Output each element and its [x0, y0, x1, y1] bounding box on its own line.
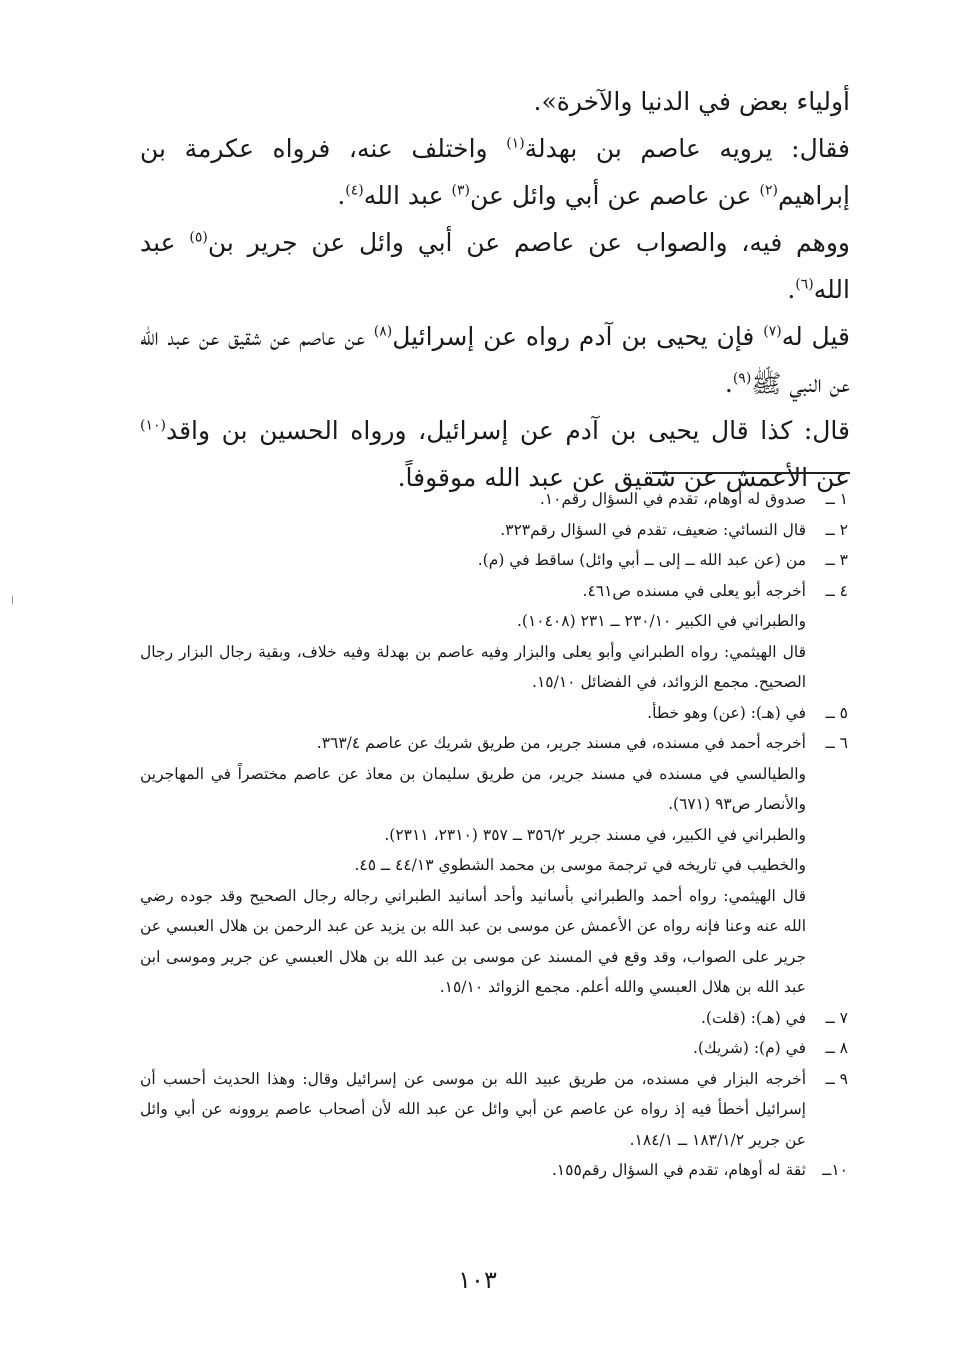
text-run: عن عاصم عن شقيق عن عبد الله عن النبي ﷺ	[140, 322, 850, 398]
footnote-continuation: والطبراني في الكبير ٢٣٠/١٠ ــ ٢٣١ (١٠٤٠٨).	[517, 612, 806, 630]
footnote-line: من (عن عبد الله ــ إلى ــ أبي وائل) ساقط في (م).	[477, 551, 806, 569]
text-run: عن الأعمش عن شقيق عن عبد الله موقوفاً.	[397, 463, 850, 492]
footnote-text	[140, 484, 806, 515]
footnote-number: ٨ ــ	[825, 1039, 848, 1057]
footnote-text	[140, 728, 806, 759]
footnote-continuation: والخطيب في تاريخه في ترجمة موسى بن محمد الشطوي ٤٤/١٣ ــ ٤٥.	[354, 856, 806, 874]
footnote-text	[140, 576, 806, 607]
text-run: عن عاصم عن أبي وائل عن	[469, 181, 760, 210]
footnote-text	[140, 698, 806, 729]
footnote-number: ٩ ــ	[825, 1069, 848, 1088]
footnote-reference: (٥)	[189, 229, 208, 246]
footnote-line: أخرجه أبو يعلى في مسنده ص٤٦١.	[582, 581, 806, 600]
footnote-reference: (٨)	[373, 323, 393, 340]
footnote-number: ٦ ــ	[825, 734, 848, 752]
footnote-line: أخرجه أحمد في مسنده، في مسند جرير، من طريق شريك عن عاصم ٣٦٣/٤.	[316, 734, 806, 752]
page-number: ١٠٣	[458, 1266, 497, 1294]
footnote	[140, 1064, 848, 1156]
footnote	[140, 698, 848, 729]
footnote-line: ثقة له أوهام، تقدم في السؤال رقم١٥٥.	[551, 1161, 806, 1179]
footnote	[140, 576, 848, 607]
footnote-reference: (١٠)	[140, 417, 166, 434]
scan-mark	[12, 596, 13, 604]
footnote-continuation: قال الهيثمي: رواه الطبراني وأبو يعلى والبزار وفيه عاصم بن بهدلة وفيه خلاف، وبقية رجال البزار رجال الصحيح. مجمع الزوائد، في الفضائل ١٥/١٠.	[140, 642, 806, 691]
footnote-number: ١ ــ	[825, 490, 848, 508]
text-run: .	[724, 369, 733, 398]
footnote	[140, 1003, 848, 1034]
footnote-continuation: قال الهيثمي: رواه أحمد والطبراني بأسانيد وأحد أسانيد الطبراني رجاله رجال الصحيح وقد جوده رضي الله عنه وعنا فإنه رواه عن الأعمش عن موسى بن عبد الله بن يزيد عن عبد الرحمن بن هلال العبسي عن جرير على الصواب، وقد وقع في المسند عن موسى بن عبد الله بن هلال العبسي عن جرير وموسى ابن عبد الله بن هلال العبسي والله أعلم. مجمع الزوائد ١٥/١٠.	[140, 886, 806, 996]
footnote-text	[140, 1033, 806, 1064]
footnote-line: في (هـ): (قلت).	[701, 1008, 806, 1027]
footnote-reference: (٢)	[759, 182, 778, 199]
footnote	[140, 1155, 848, 1186]
footnote-continuation: والطيالسي في مسنده في مسند جرير، من طريق سليمان بن معاذ عن عاصم مختصراً في المهاجرين والأنصار ص٩٣ (٦٧١).	[140, 764, 806, 813]
footnote	[140, 728, 848, 759]
text-run: واختلف عنه، فرواه عكرمة بن إبراهيم	[140, 134, 850, 210]
text-run: قال: كذا قال يحيى بن آدم عن إسرائيل، ورواه الحسين بن واقد	[165, 416, 850, 445]
paragraph	[140, 313, 850, 407]
text-run: .	[787, 275, 796, 304]
footnotes	[140, 484, 848, 1186]
paragraph	[140, 78, 850, 125]
footnote-number: ٥ ــ	[825, 703, 848, 722]
footnote-number: ٣ ــ	[825, 551, 848, 569]
paragraph	[140, 219, 850, 313]
footnote-number: ٧ ــ	[825, 1008, 848, 1027]
footnote-reference: (٦)	[795, 276, 814, 293]
text-run: عبد الله	[140, 228, 850, 304]
text-run: فقال: يرويه عاصم بن بهدلة	[524, 134, 850, 163]
footnote-number: ٢ ــ	[825, 520, 848, 539]
text-run: .	[337, 181, 346, 210]
footnote-separator	[652, 472, 850, 474]
footnote-line: أخرجه البزار في مسنده، من طريق عبيد الله بن موسى عن إسرائيل وقال: وهذا الحديث أحسب أن إسرائيل أخطأ فيه إذ رواه عن عاصم عن أبي وائل عن عبد الله لأن أصحاب عاصم يروونه عن أبي وائل عن جرير ١٨٣/١/٢ ــ ١٨٤/١.	[140, 1069, 806, 1149]
footnote	[140, 484, 848, 515]
text-run: عبد الله	[363, 181, 452, 210]
footnote-reference: (٤)	[345, 182, 364, 199]
footnote-continuation: والطبراني في الكبير، في مسند جرير ٣٥٦/٢ ــ ٣٥٧ (٢٣١٠، ٢٣١١).	[384, 825, 806, 844]
footnote-reference: (٩)	[732, 370, 752, 387]
footnote-line: قال النسائي: ضعيف، تقدم في السؤال رقم٣٢٣.	[500, 520, 806, 539]
footnote-reference: (١)	[506, 135, 525, 152]
text-run: فإن يحيى بن آدم رواه عن إسرائيل	[392, 322, 764, 351]
footnote-text	[140, 1064, 806, 1156]
text-run: ووهم فيه، والصواب عن عاصم عن أبي وائل عن جرير بن	[207, 228, 851, 257]
footnote-text	[140, 1155, 806, 1186]
footnote	[140, 1033, 848, 1064]
paragraph	[140, 125, 850, 219]
text-run: قيل له	[781, 322, 850, 351]
footnote-line: في (هـ): (عن) وهو خطأ.	[647, 703, 806, 722]
footnote	[140, 545, 848, 576]
footnote-reference: (٣)	[451, 182, 470, 199]
footnote-number: ١٠ــ	[822, 1161, 848, 1179]
footnote-text	[140, 545, 806, 576]
footnote-text	[140, 1003, 806, 1034]
main-text	[140, 78, 850, 501]
footnote	[140, 515, 848, 546]
footnote-line: صدوق له أوهام، تقدم في السؤال رقم١٠.	[539, 490, 806, 508]
footnote-number: ٤ ــ	[825, 581, 848, 600]
footnote-reference: (٧)	[763, 323, 782, 340]
footnote-line: في (م): (شريك).	[692, 1039, 806, 1057]
footnote-text	[140, 515, 806, 546]
text-run: أولياء بعض في الدنيا والآخرة».	[533, 87, 850, 116]
